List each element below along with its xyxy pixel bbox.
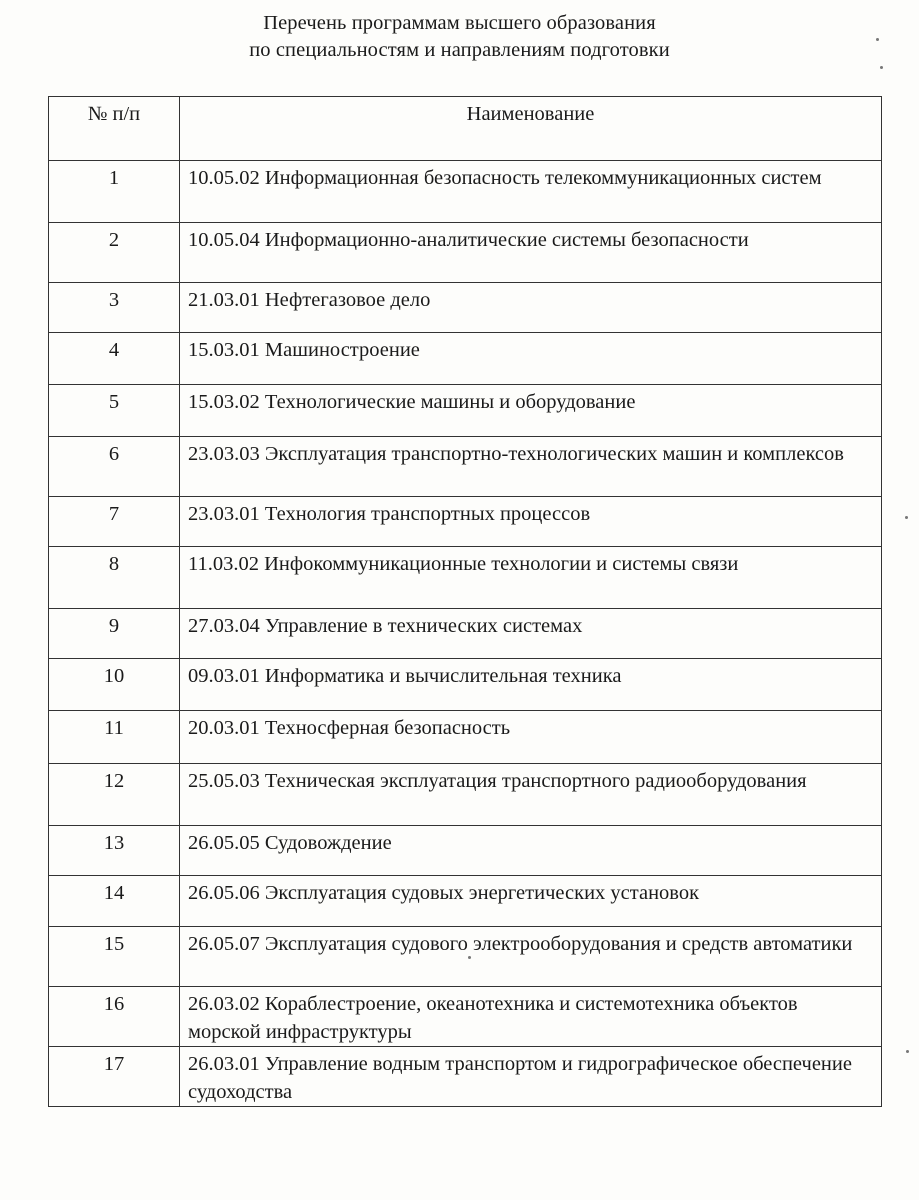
title-line-2: по специальностям и направлениям подготовки: [249, 39, 670, 61]
row-number: 16: [49, 987, 180, 1047]
program-name: 10.05.04 Информационно-аналитические системы безопасности: [180, 223, 882, 283]
table-header-row: [49, 97, 882, 161]
row-number: 15: [49, 927, 180, 987]
row-number: 3: [49, 283, 180, 333]
table-row: [49, 764, 882, 826]
programs-table: [48, 96, 882, 1107]
program-name: 15.03.02 Технологические машины и оборудование: [180, 385, 882, 437]
program-name: 23.03.03 Эксплуатация транспортно-технологических машин и комплексов: [180, 437, 882, 497]
program-name: 15.03.01 Машиностроение: [180, 333, 882, 385]
row-number: 11: [49, 711, 180, 764]
row-number: 14: [49, 876, 180, 927]
scan-speck: [876, 38, 879, 41]
title-line-1: Перечень программам высшего образования: [263, 12, 656, 34]
row-number: 6: [49, 437, 180, 497]
scan-speck: [880, 66, 883, 69]
document-title: [0, 10, 919, 64]
row-number: 2: [49, 223, 180, 283]
table-row: [49, 876, 882, 927]
table-row: [49, 333, 882, 385]
table-row: [49, 385, 882, 437]
table-row: [49, 437, 882, 497]
scan-speck: [906, 1050, 909, 1053]
table-row: [49, 987, 882, 1047]
scan-speck: [905, 516, 908, 519]
program-name: 26.03.01 Управление водным транспортом и гидрографическое обеспечение судоходства: [180, 1047, 882, 1107]
row-number: 10: [49, 659, 180, 711]
table-row: [49, 161, 882, 223]
table-row: [49, 1047, 882, 1107]
table-row: [49, 659, 882, 711]
program-name: 10.05.02 Информационная безопасность телекоммуникационных систем: [180, 161, 882, 223]
program-name: 20.03.01 Техносферная безопасность: [180, 711, 882, 764]
row-number: 1: [49, 161, 180, 223]
row-number: 4: [49, 333, 180, 385]
program-name: 23.03.01 Технология транспортных процессов: [180, 497, 882, 547]
row-number: 13: [49, 826, 180, 876]
row-number: 12: [49, 764, 180, 826]
table-row: [49, 547, 882, 609]
program-name: 26.05.07 Эксплуатация судового электрооборудования и средств автоматики: [180, 927, 882, 987]
program-name: 11.03.02 Инфокоммуникационные технологии и системы связи: [180, 547, 882, 609]
row-number: 17: [49, 1047, 180, 1107]
scan-speck: [468, 956, 471, 959]
program-name: 09.03.01 Информатика и вычислительная техника: [180, 659, 882, 711]
program-name: 26.03.02 Кораблестроение, океанотехника и системотехника объектов морской инфраструктуры: [180, 987, 882, 1047]
column-header-name: Наименование: [180, 97, 882, 161]
row-number: 5: [49, 385, 180, 437]
table-row: [49, 497, 882, 547]
row-number: 9: [49, 609, 180, 659]
table-row: [49, 826, 882, 876]
row-number: 8: [49, 547, 180, 609]
table-row: [49, 223, 882, 283]
column-header-number: № п/п: [49, 97, 180, 161]
program-name: 27.03.04 Управление в технических системах: [180, 609, 882, 659]
table-row: [49, 609, 882, 659]
table-row: [49, 711, 882, 764]
program-name: 21.03.01 Нефтегазовое дело: [180, 283, 882, 333]
table-row: [49, 927, 882, 987]
program-name: 25.05.03 Техническая эксплуатация транспортного радиооборудования: [180, 764, 882, 826]
program-name: 26.05.06 Эксплуатация судовых энергетических установок: [180, 876, 882, 927]
row-number: 7: [49, 497, 180, 547]
program-name: 26.05.05 Судовождение: [180, 826, 882, 876]
table-row: [49, 283, 882, 333]
